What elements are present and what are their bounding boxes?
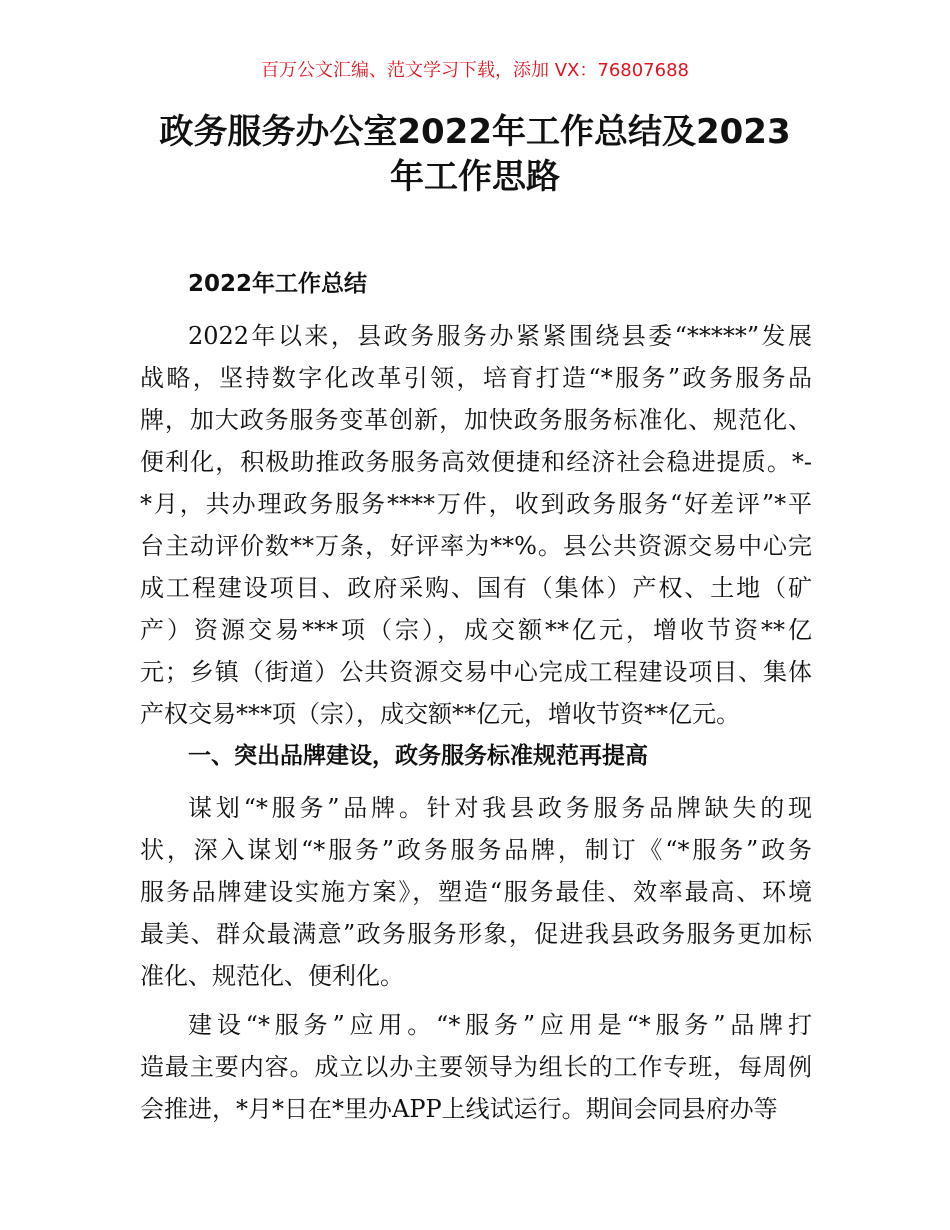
paragraph-line: 最美、群众最满意”政务服务形象，促进我县政务服务更加标 <box>140 920 812 948</box>
paragraph-brand-planning <box>140 787 812 997</box>
paragraph-line: 状，深入谋划“*服务”政务服务品牌，制订《“*服务”政务 <box>140 836 812 864</box>
section-heading-text: 2022年工作总结 <box>188 271 368 297</box>
paragraph-line: *月，共办理政务服务****万件，收到政务服务“好差评”*平 <box>140 490 812 518</box>
paragraph-summary <box>140 315 812 735</box>
paragraph-line: 准化、规范化、便利化。 <box>140 962 404 990</box>
section-heading <box>140 263 812 305</box>
paragraph-line: 2022年以来，县政务服务办紧紧围绕县委“*****”发展 <box>188 322 812 350</box>
paragraph-line: 战略，坚持数字化改革引领，培育打造“*服务”政务服务品 <box>140 364 812 392</box>
paragraph-line: 谋划“*服务”品牌。针对我县政务服务品牌缺失的现 <box>188 794 812 822</box>
paragraph-line: 便利化，积极助推政务服务高效便捷和经济社会稳进提质。*- <box>140 448 812 476</box>
paragraph-line: 建设“*服务”应用。“*服务”应用是“*服务”品牌打 <box>188 1011 812 1039</box>
title-line: 政务服务办公室2022年工作总结及2023 <box>159 112 791 152</box>
paragraph-line: 产权交易***项（宗），成交额**亿元，增收节资**亿元。 <box>140 700 740 728</box>
title-line: 年工作思路 <box>390 157 560 197</box>
paragraph-app-building <box>140 1004 812 1130</box>
paragraph-line: 服务品牌建设实施方案》，塑造“服务最佳、效率最高、环境 <box>140 878 812 906</box>
paragraph-line: 成工程建设项目、政府采购、国有（集体）产权、土地（矿 <box>140 574 812 602</box>
heading-text: 一、突出品牌建设，政务服务标准规范再提高 <box>188 743 648 769</box>
heading-brand-building <box>140 735 812 777</box>
paragraph-line: 会推进，*月*日在*里办APP上线试运行。期间会同县府办等 <box>140 1095 778 1123</box>
paragraph-line: 造最主要内容。成立以办主要领导为组长的工作专班，每周例 <box>140 1053 812 1081</box>
download-banner: 百万公文汇编、范文学习下载，添加 VX：76807688 <box>261 60 689 81</box>
paragraph-line: 产）资源交易***项（宗），成交额**亿元，增收节资**亿 <box>140 616 812 644</box>
document-title <box>100 110 850 200</box>
paragraph-line: 牌，加大政务服务变革创新，加快政务服务标准化、规范化、 <box>140 406 812 434</box>
paragraph-line: 台主动评价数**万条，好评率为**%。县公共资源交易中心完 <box>140 532 812 560</box>
paragraph-line: 元；乡镇（街道）公共资源交易中心完成工程建设项目、集体 <box>140 658 812 686</box>
